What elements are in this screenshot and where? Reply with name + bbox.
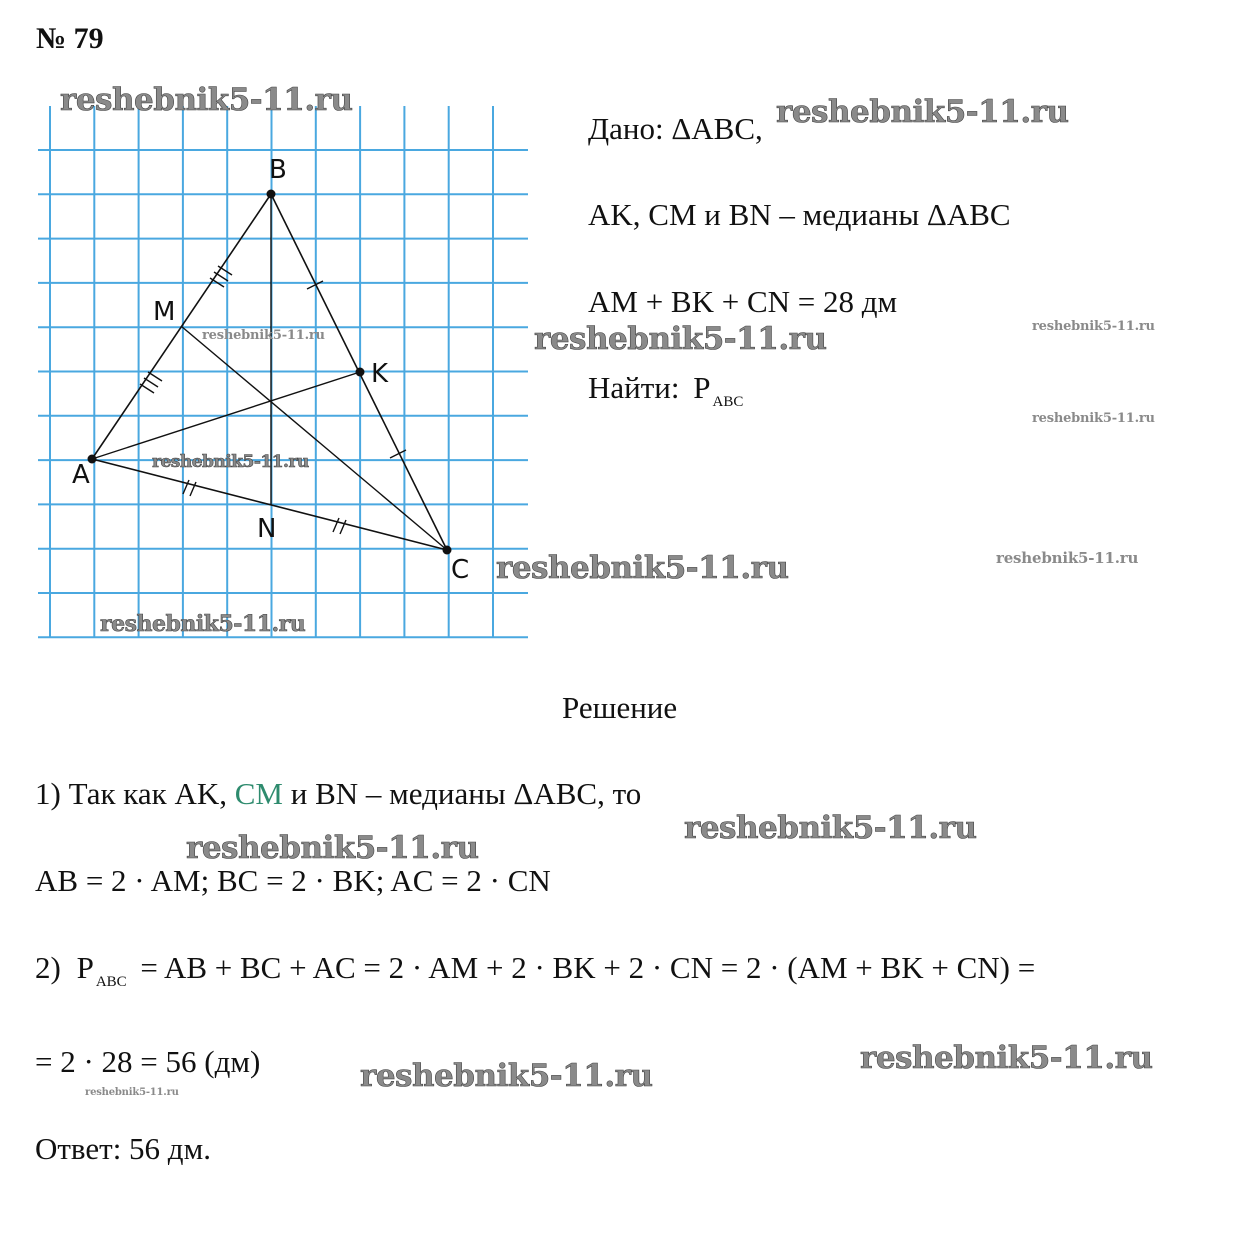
label-m: M: [153, 297, 176, 327]
watermark: reshebnik5-11.ru: [360, 1058, 653, 1094]
solution-step-1-equations: AB = 2 · AM; BC = 2 · BK; AC = 2 · CN: [35, 863, 551, 898]
watermark: reshebnik5-11.ru: [152, 452, 309, 472]
label-b: B: [269, 155, 287, 185]
solution-heading: Решение: [562, 690, 678, 725]
find-symbol: P: [693, 370, 711, 405]
step-1-text-a: 1) Так как AK,: [35, 776, 235, 811]
step-2-equation: = AB + BC + AC = 2 · AM + 2 · BK + 2 · CN = 2 · (AM + BK + CN) =: [140, 950, 1036, 985]
step-2-number: 2): [35, 950, 61, 985]
watermark-small: reshebnik5-11.ru: [996, 549, 1139, 567]
watermark: reshebnik5-11.ru: [100, 611, 306, 637]
watermark: reshebnik5-11.ru: [684, 810, 977, 846]
step-2-subscript: ABC: [95, 974, 127, 990]
solution-step-1: [35, 778, 641, 809]
watermark-small: reshebnik5-11.ru: [1032, 411, 1155, 426]
watermark-small: reshebnik5-11.ru: [85, 1087, 179, 1098]
answer: Ответ: 56 дм.: [35, 1131, 211, 1166]
step-1-text-cm: CM: [234, 776, 283, 811]
label-a: A: [72, 460, 90, 490]
find-label: Найти:: [588, 370, 680, 405]
given-label: Дано:: [588, 111, 664, 146]
watermark-small: reshebnik5-11.ru: [1032, 319, 1155, 334]
step-1-text-b: и BN – медианы ΔABC, то: [283, 776, 642, 811]
label-k: K: [371, 359, 389, 389]
find-subscript: ABC: [712, 394, 744, 410]
watermark: reshebnik5-11.ru: [860, 1040, 1153, 1076]
point-c: [443, 546, 452, 555]
watermark: reshebnik5-11.ru: [496, 550, 789, 586]
given-line-1: [588, 113, 763, 144]
label-c: C: [451, 555, 470, 585]
watermark-small: reshebnik5-11.ru: [202, 328, 325, 343]
given-line-2: AK, CM и BN – медианы ΔABC: [588, 197, 1011, 232]
given-line-3: AM + BK + CN = 28 дм: [588, 284, 898, 319]
given-triangle: ΔABC,: [671, 111, 763, 146]
watermark: reshebnik5-11.ru: [186, 830, 479, 866]
solution-step-3: = 2 · 28 = 56 (дм): [35, 1044, 261, 1079]
problem-number: № 79: [36, 22, 104, 55]
watermark: reshebnik5-11.ru: [60, 82, 353, 118]
point-k: [356, 368, 365, 377]
watermark: reshebnik5-11.ru: [534, 321, 827, 357]
solution-step-2: [35, 950, 1036, 990]
watermark: reshebnik5-11.ru: [776, 94, 1069, 130]
point-b: [267, 190, 276, 199]
find-line: [588, 370, 744, 410]
step-2-symbol: P: [76, 950, 94, 985]
label-n: N: [257, 514, 277, 544]
